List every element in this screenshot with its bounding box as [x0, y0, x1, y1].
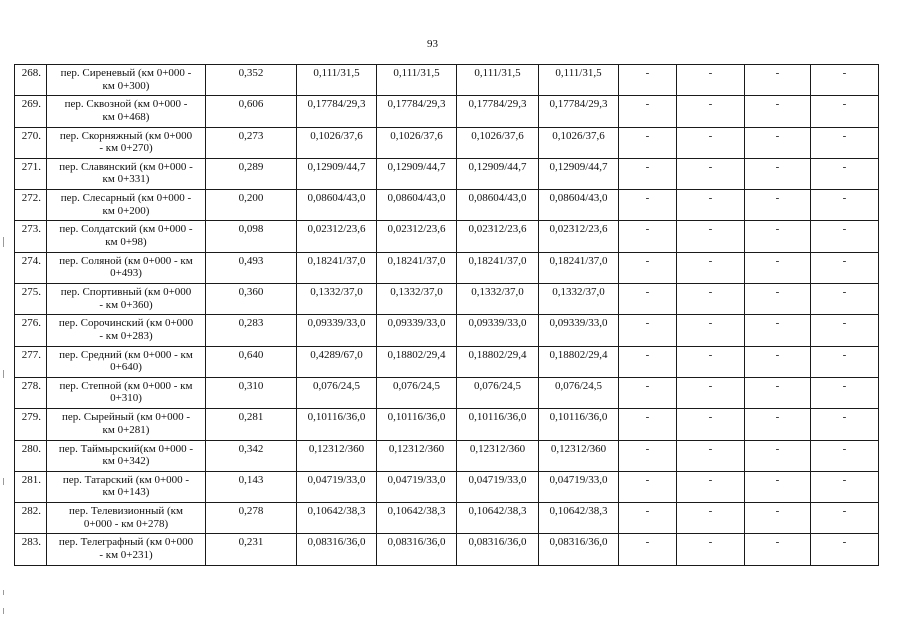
street-name-line: км 0+331)	[102, 173, 150, 186]
length-cell: 0,273	[206, 127, 297, 158]
empty-mark-cell: -	[745, 127, 811, 158]
street-name-line: пер. Сиреневый (км 0+000 -	[60, 67, 192, 79]
table-row	[15, 377, 879, 408]
value-cell: 0,12312/360	[377, 440, 457, 471]
row-number-cell: 276.	[15, 315, 47, 346]
street-name-line: 0+310)	[110, 392, 142, 405]
empty-mark-cell: -	[619, 221, 677, 252]
value-cell: 0,17784/29,3	[457, 96, 539, 127]
table-row	[15, 315, 879, 346]
empty-mark-cell: -	[619, 252, 677, 283]
street-name-line: пер. Солдатский (км 0+000 -	[59, 223, 193, 236]
empty-mark-cell: -	[811, 158, 879, 189]
empty-mark-cell: -	[811, 409, 879, 440]
empty-mark-cell: -	[745, 534, 811, 565]
street-name-line: пер. Таймырский(км 0+000 -	[58, 442, 194, 455]
street-name-line: пер. Татарский (км 0+000 -	[62, 473, 190, 486]
empty-mark-cell: -	[811, 440, 879, 471]
street-name-line: пер. Соляной (км 0+000 - км	[59, 254, 193, 267]
street-name-line: км 0+468)	[102, 110, 150, 123]
length-cell: 0,352	[206, 65, 297, 96]
row-number-cell: 283.	[15, 534, 47, 565]
street-name-line: пер. Телеграфный (км 0+000	[58, 536, 194, 549]
empty-mark-cell: -	[745, 409, 811, 440]
empty-mark-cell: -	[677, 377, 745, 408]
value-cell: 0,18802/29,4	[377, 346, 457, 377]
value-cell: 0,02312/23,6	[377, 221, 457, 252]
length-cell: 0,281	[206, 409, 297, 440]
street-name-line: км 0+281)	[102, 423, 150, 436]
value-cell: 0,18241/37,0	[457, 252, 539, 283]
street-name-line: 0+000 - км 0+278)	[83, 517, 169, 530]
empty-mark-cell: -	[677, 158, 745, 189]
street-name-line: пер. Сорочинский (км 0+000	[58, 317, 194, 330]
row-number-cell: 269.	[15, 96, 47, 127]
row-number-cell: 274.	[15, 252, 47, 283]
empty-mark-cell: -	[677, 96, 745, 127]
street-name-cell	[47, 471, 206, 502]
row-number-cell: 272.	[15, 190, 47, 221]
street-name-cell	[47, 377, 206, 408]
scan-artifact	[3, 237, 4, 247]
empty-mark-cell: -	[745, 252, 811, 283]
empty-mark-cell: -	[619, 534, 677, 565]
empty-mark-cell: -	[619, 377, 677, 408]
scan-artifact	[3, 478, 4, 485]
street-name-line: 0+493)	[110, 267, 142, 280]
empty-mark-cell: -	[811, 471, 879, 502]
value-cell: 0,08316/36,0	[457, 534, 539, 565]
street-name-cell	[47, 346, 206, 377]
value-cell: 0,09339/33,0	[539, 315, 619, 346]
length-cell: 0,289	[206, 158, 297, 189]
value-cell: 0,12312/360	[297, 440, 377, 471]
empty-mark-cell: -	[619, 409, 677, 440]
table-row	[15, 96, 879, 127]
value-cell: 0,08316/36,0	[297, 534, 377, 565]
table-row	[15, 190, 879, 221]
row-number-cell: 278.	[15, 377, 47, 408]
row-number-cell: 271.	[15, 158, 47, 189]
value-cell: 0,02312/23,6	[539, 221, 619, 252]
empty-mark-cell: -	[619, 440, 677, 471]
value-cell: 0,04719/33,0	[539, 471, 619, 502]
value-cell: 0,02312/23,6	[297, 221, 377, 252]
empty-mark-cell: -	[677, 346, 745, 377]
value-cell: 0,10642/38,3	[539, 503, 619, 534]
length-cell: 0,360	[206, 284, 297, 315]
empty-mark-cell: -	[619, 65, 677, 96]
table-row	[15, 440, 879, 471]
street-name-line: - км 0+283)	[99, 329, 153, 342]
value-cell: 0,4289/67,0	[297, 346, 377, 377]
length-cell: 0,283	[206, 315, 297, 346]
street-name-cell	[47, 440, 206, 471]
empty-mark-cell: -	[811, 96, 879, 127]
empty-mark-cell: -	[745, 190, 811, 221]
empty-mark-cell: -	[811, 503, 879, 534]
length-cell: 0,342	[206, 440, 297, 471]
empty-mark-cell: -	[619, 190, 677, 221]
street-name-cell	[47, 65, 206, 96]
empty-mark-cell: -	[745, 65, 811, 96]
street-name-line: км 0+143)	[102, 486, 150, 499]
empty-mark-cell: -	[745, 221, 811, 252]
street-name-line: пер. Сквозной (км 0+000 -	[64, 98, 188, 111]
value-cell: 0,09339/33,0	[457, 315, 539, 346]
value-cell: 0,18241/37,0	[377, 252, 457, 283]
value-cell: 0,12312/360	[457, 440, 539, 471]
length-cell: 0,143	[206, 471, 297, 502]
value-cell: 0,04719/33,0	[377, 471, 457, 502]
row-number-cell: 281.	[15, 471, 47, 502]
value-cell: 0,12312/360	[539, 440, 619, 471]
scan-artifact	[3, 608, 4, 614]
empty-mark-cell: -	[677, 409, 745, 440]
value-cell: 0,10642/38,3	[297, 503, 377, 534]
page-number: 93	[427, 38, 438, 50]
table-body	[15, 65, 879, 566]
street-name-line: пер. Скорняжный (км 0+000	[59, 129, 193, 142]
value-cell: 0,17784/29,3	[377, 96, 457, 127]
length-cell: 0,278	[206, 503, 297, 534]
empty-mark-cell: -	[811, 252, 879, 283]
empty-mark-cell: -	[619, 346, 677, 377]
empty-mark-cell: -	[745, 503, 811, 534]
empty-mark-cell: -	[619, 158, 677, 189]
row-number-cell: 279.	[15, 409, 47, 440]
value-cell: 0,1026/37,6	[377, 127, 457, 158]
value-cell: 0,111/31,5	[457, 65, 539, 96]
empty-mark-cell: -	[677, 252, 745, 283]
value-cell: 0,08604/43,0	[539, 190, 619, 221]
empty-mark-cell: -	[811, 346, 879, 377]
value-cell: 0,08316/36,0	[539, 534, 619, 565]
empty-mark-cell: -	[811, 377, 879, 408]
value-cell: 0,076/24,5	[457, 377, 539, 408]
value-cell: 0,111/31,5	[297, 65, 377, 96]
empty-mark-cell: -	[745, 158, 811, 189]
empty-mark-cell: -	[677, 471, 745, 502]
value-cell: 0,111/31,5	[377, 65, 457, 96]
empty-mark-cell: -	[619, 284, 677, 315]
value-cell: 0,10642/38,3	[377, 503, 457, 534]
length-cell: 0,231	[206, 534, 297, 565]
empty-mark-cell: -	[677, 190, 745, 221]
table-row	[15, 158, 879, 189]
empty-mark-cell: -	[745, 440, 811, 471]
length-cell: 0,200	[206, 190, 297, 221]
value-cell: 0,08604/43,0	[457, 190, 539, 221]
street-name-cell	[47, 315, 206, 346]
street-name-line: - км 0+231)	[99, 548, 153, 561]
scan-artifact	[3, 590, 4, 595]
value-cell: 0,12909/44,7	[297, 158, 377, 189]
street-name-cell	[47, 252, 206, 283]
value-cell: 0,111/31,5	[539, 65, 619, 96]
empty-mark-cell: -	[811, 221, 879, 252]
empty-mark-cell: -	[811, 284, 879, 315]
row-number-cell: 268.	[15, 65, 47, 96]
value-cell: 0,10116/36,0	[377, 409, 457, 440]
street-name-line: пер. Спортивный (км 0+000	[60, 286, 192, 299]
value-cell: 0,1332/37,0	[297, 284, 377, 315]
value-cell: 0,08604/43,0	[377, 190, 457, 221]
value-cell: 0,12909/44,7	[377, 158, 457, 189]
empty-mark-cell: -	[745, 377, 811, 408]
value-cell: 0,1026/37,6	[457, 127, 539, 158]
empty-mark-cell: -	[811, 127, 879, 158]
empty-mark-cell: -	[619, 96, 677, 127]
table-row	[15, 471, 879, 502]
row-number-cell: 280.	[15, 440, 47, 471]
table-row	[15, 503, 879, 534]
length-cell: 0,098	[206, 221, 297, 252]
street-name-line: - км 0+270)	[99, 142, 153, 155]
empty-mark-cell: -	[811, 190, 879, 221]
empty-mark-cell: -	[619, 127, 677, 158]
empty-mark-cell: -	[745, 471, 811, 502]
value-cell: 0,1026/37,6	[539, 127, 619, 158]
street-name-cell	[47, 284, 206, 315]
table-row	[15, 65, 879, 96]
empty-mark-cell: -	[811, 65, 879, 96]
street-name-cell	[47, 534, 206, 565]
table-row	[15, 221, 879, 252]
street-name-line: пер. Средний (км 0+000 - км	[59, 348, 193, 361]
table-row	[15, 409, 879, 440]
value-cell: 0,17784/29,3	[539, 96, 619, 127]
empty-mark-cell: -	[811, 315, 879, 346]
value-cell: 0,18802/29,4	[539, 346, 619, 377]
value-cell: 0,18241/37,0	[539, 252, 619, 283]
value-cell: 0,08604/43,0	[297, 190, 377, 221]
table-row	[15, 252, 879, 283]
empty-mark-cell: -	[745, 346, 811, 377]
street-name-cell	[47, 158, 206, 189]
street-name-cell	[47, 190, 206, 221]
empty-mark-cell: -	[677, 534, 745, 565]
streets-table	[14, 64, 879, 566]
empty-mark-cell: -	[677, 127, 745, 158]
empty-mark-cell: -	[619, 471, 677, 502]
empty-mark-cell: -	[745, 96, 811, 127]
empty-mark-cell: -	[677, 65, 745, 96]
value-cell: 0,1332/37,0	[457, 284, 539, 315]
row-number-cell: 282.	[15, 503, 47, 534]
street-name-line: км 0+98)	[105, 235, 147, 248]
street-name-cell	[47, 409, 206, 440]
street-name-line: - км 0+360)	[99, 298, 153, 311]
value-cell: 0,18802/29,4	[457, 346, 539, 377]
table-row	[15, 284, 879, 315]
empty-mark-cell: -	[677, 440, 745, 471]
value-cell: 0,10116/36,0	[539, 409, 619, 440]
value-cell: 0,12909/44,7	[539, 158, 619, 189]
length-cell: 0,606	[206, 96, 297, 127]
length-cell: 0,493	[206, 252, 297, 283]
value-cell: 0,02312/23,6	[457, 221, 539, 252]
street-name-cell	[47, 503, 206, 534]
street-name-line: км 0+200)	[102, 204, 150, 217]
table-row	[15, 127, 879, 158]
value-cell: 0,04719/33,0	[297, 471, 377, 502]
empty-mark-cell: -	[811, 534, 879, 565]
empty-mark-cell: -	[677, 315, 745, 346]
empty-mark-cell: -	[619, 315, 677, 346]
value-cell: 0,18241/37,0	[297, 252, 377, 283]
empty-mark-cell: -	[677, 503, 745, 534]
value-cell: 0,08316/36,0	[377, 534, 457, 565]
value-cell: 0,09339/33,0	[377, 315, 457, 346]
street-name-line: пер. Телевизионный (км	[69, 505, 183, 518]
row-number-cell: 277.	[15, 346, 47, 377]
table-row	[15, 534, 879, 565]
table-row	[15, 346, 879, 377]
street-name-cell	[47, 96, 206, 127]
value-cell: 0,076/24,5	[297, 377, 377, 408]
empty-mark-cell: -	[677, 284, 745, 315]
row-number-cell: 275.	[15, 284, 47, 315]
street-name-line: км 0+342)	[102, 455, 150, 468]
value-cell: 0,09339/33,0	[297, 315, 377, 346]
empty-mark-cell: -	[619, 503, 677, 534]
length-cell: 0,640	[206, 346, 297, 377]
value-cell: 0,04719/33,0	[457, 471, 539, 502]
street-name-line: пер. Сырейный (км 0+000 -	[61, 411, 190, 424]
row-number-cell: 273.	[15, 221, 47, 252]
value-cell: 0,17784/29,3	[297, 96, 377, 127]
value-cell: 0,1332/37,0	[377, 284, 457, 315]
scan-artifact	[3, 370, 4, 378]
value-cell: 0,1332/37,0	[539, 284, 619, 315]
empty-mark-cell: -	[677, 221, 745, 252]
street-name-line: 0+640)	[110, 361, 142, 374]
value-cell: 0,076/24,5	[539, 377, 619, 408]
length-cell: 0,310	[206, 377, 297, 408]
empty-mark-cell: -	[745, 315, 811, 346]
value-cell: 0,10116/36,0	[457, 409, 539, 440]
street-name-line: пер. Славянский (км 0+000 -	[59, 160, 193, 173]
value-cell: 0,10642/38,3	[457, 503, 539, 534]
value-cell: 0,076/24,5	[377, 377, 457, 408]
street-name-cell	[47, 127, 206, 158]
street-name-cell	[47, 221, 206, 252]
street-name-line: пер. Степной (км 0+000 - км	[59, 379, 193, 392]
row-number-cell: 270.	[15, 127, 47, 158]
value-cell: 0,12909/44,7	[457, 158, 539, 189]
value-cell: 0,1026/37,6	[297, 127, 377, 158]
street-name-line: км 0+300)	[102, 79, 150, 92]
value-cell: 0,10116/36,0	[297, 409, 377, 440]
street-name-line: пер. Слесарный (км 0+000 -	[60, 192, 192, 205]
empty-mark-cell: -	[745, 284, 811, 315]
